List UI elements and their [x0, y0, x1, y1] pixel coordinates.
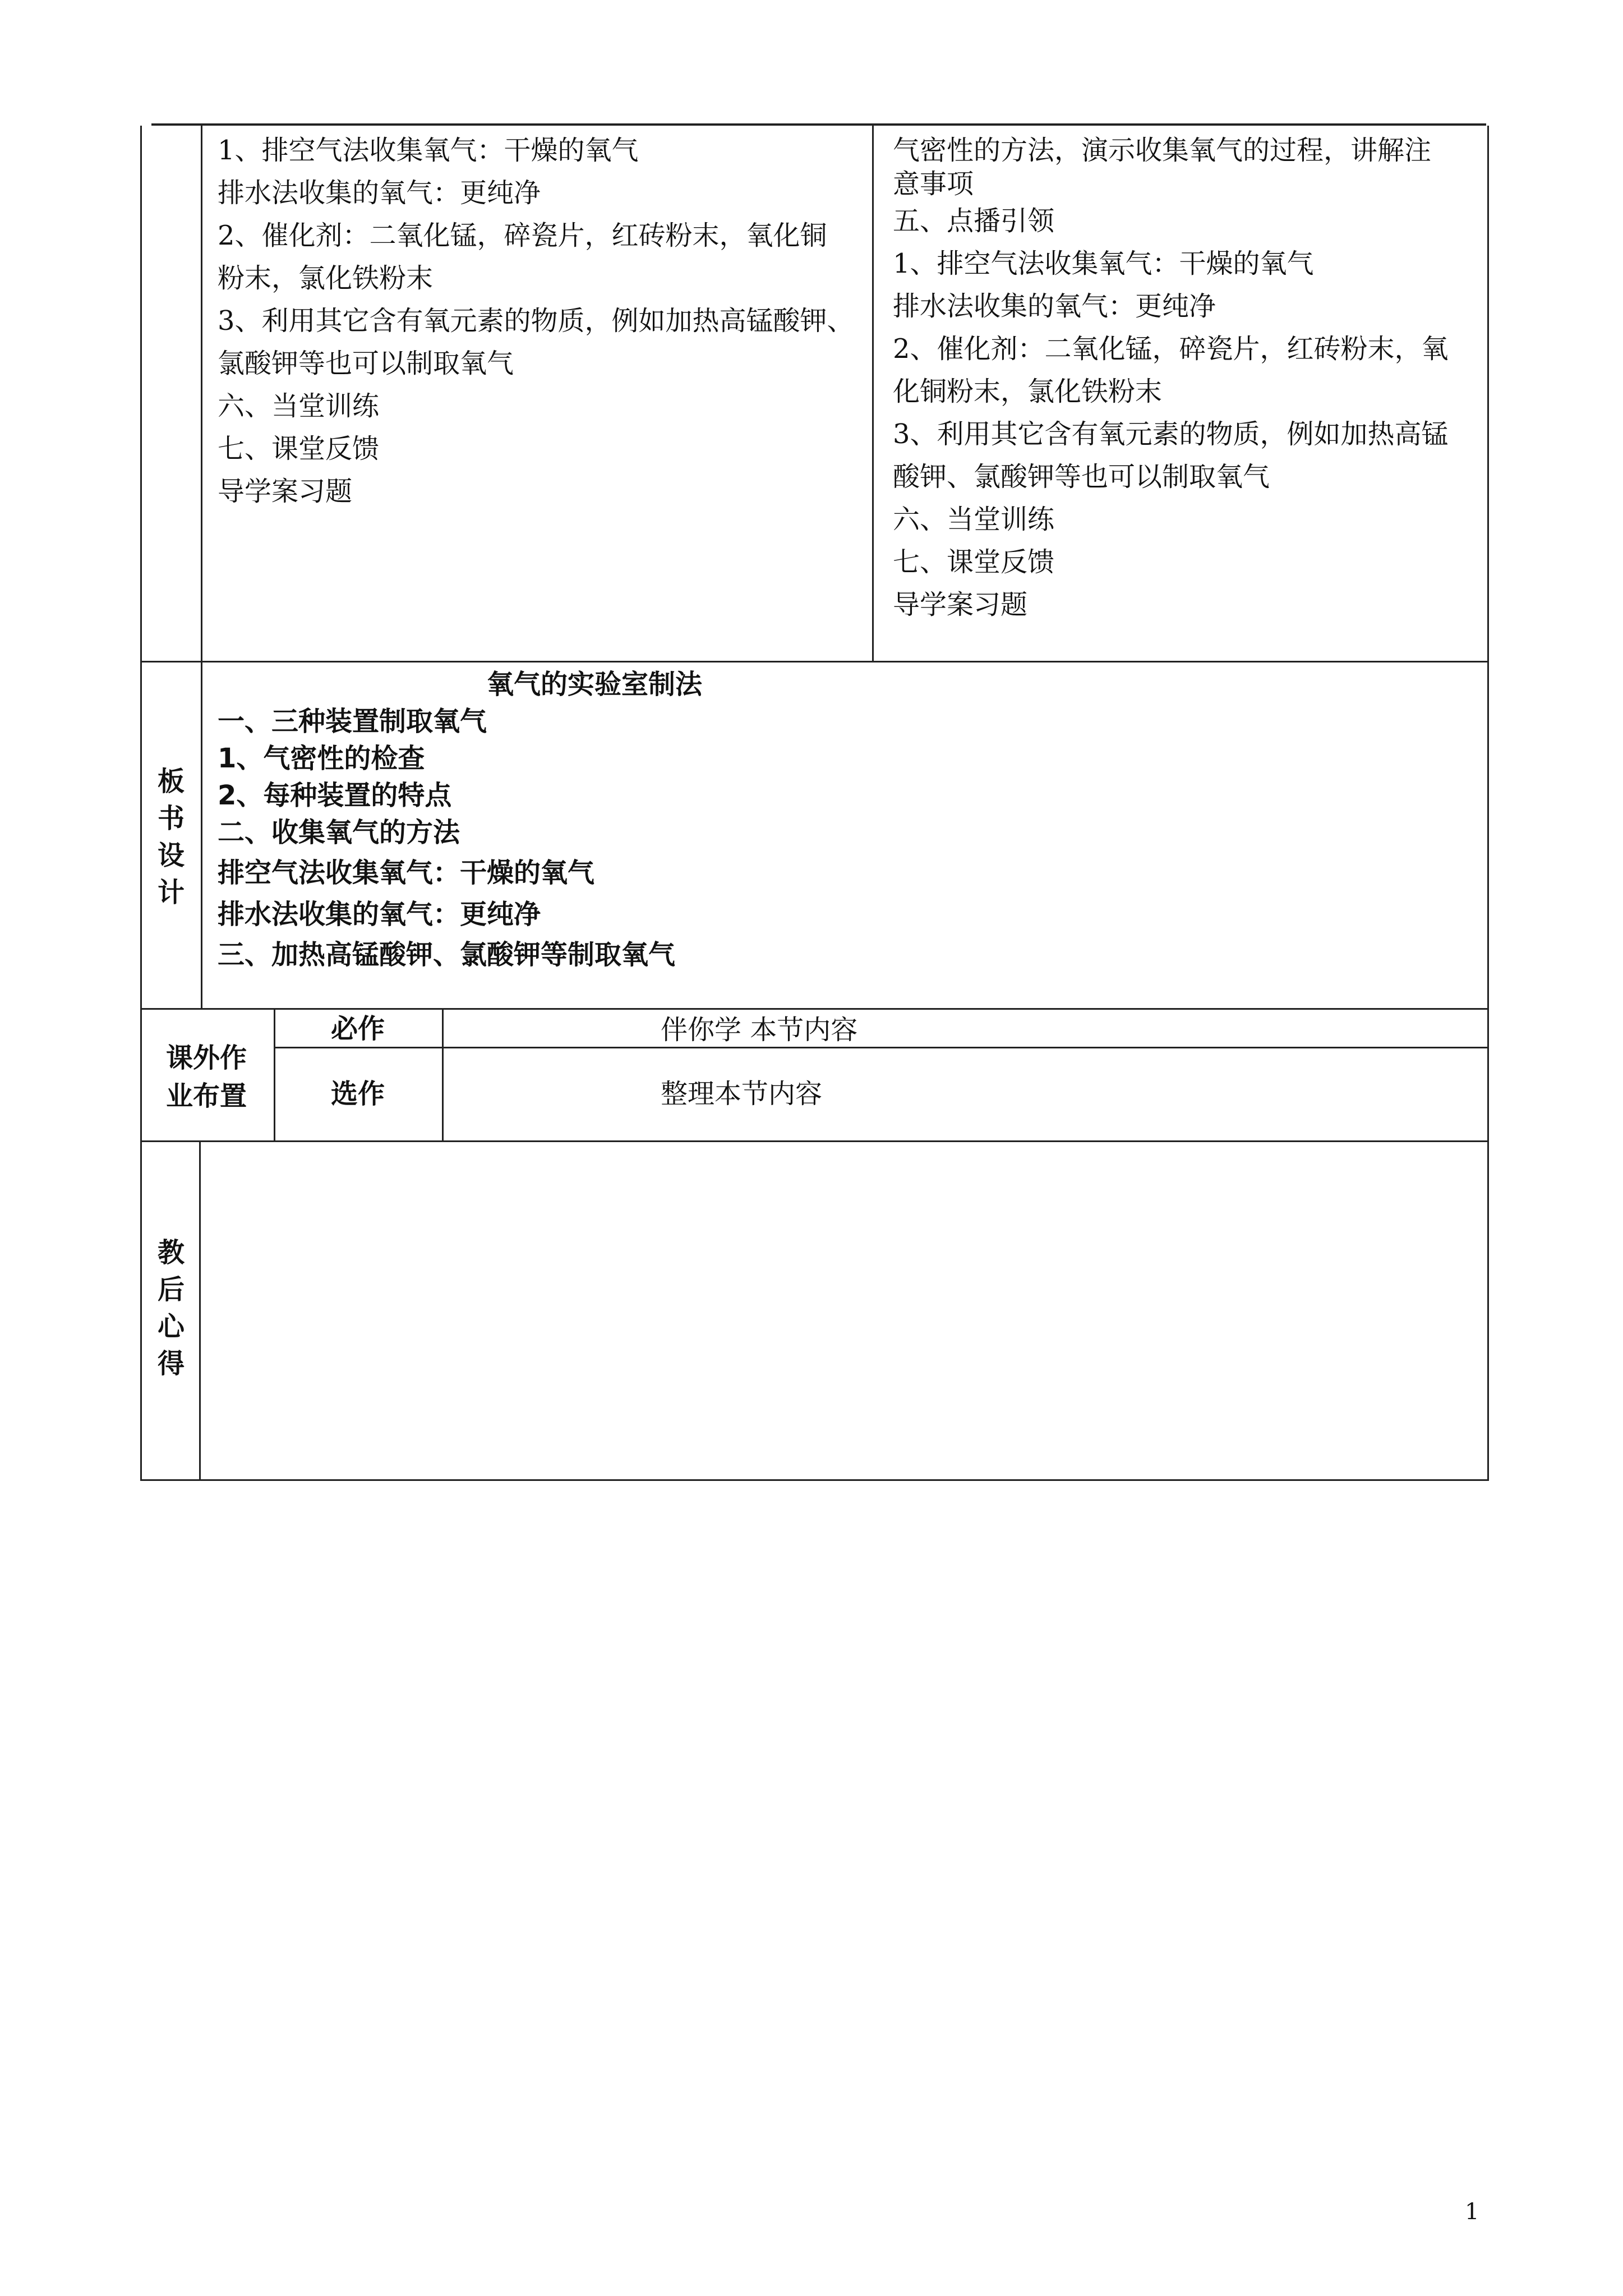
board-label-char: 书 — [157, 803, 185, 834]
page-number: 1 — [1465, 2199, 1479, 2225]
board-line: 2、每种装置的特点 — [218, 780, 452, 811]
right-line: 2、催化剂：二氧化锰，碎瓷片，红砖粉末，氧 — [893, 333, 1449, 365]
right-line: 五、点播引领 — [893, 205, 1055, 237]
reflection-label-separator — [199, 1142, 201, 1480]
right-line: 气密性的方法，演示收集氧气的过程，讲解注 — [893, 135, 1432, 166]
right-line: 导学案习题 — [893, 589, 1028, 620]
reflection-label-char: 教 — [157, 1237, 185, 1268]
left-line: 1、排空气法收集氧气：干燥的氧气 — [218, 135, 639, 166]
homework-label-separator — [274, 1010, 275, 1141]
reflection-label-char: 后 — [157, 1274, 185, 1305]
reflection-label-char: 得 — [157, 1348, 185, 1379]
right-line: 1、排空气法收集氧气：干燥的氧气 — [893, 248, 1314, 279]
label-col-separator — [201, 126, 202, 1010]
right-line: 六、当堂训练 — [893, 504, 1055, 535]
right-line: 排水法收集的氧气：更纯净 — [893, 291, 1216, 322]
board-label-char: 计 — [157, 877, 185, 908]
left-line: 六、当堂训练 — [218, 390, 380, 422]
row1-bottom — [140, 661, 1489, 662]
right-line: 3、利用其它含有氧元素的物质，例如加热高锰 — [893, 418, 1449, 450]
required-content: 伴你学 本节内容 — [661, 1014, 858, 1046]
left-line: 3、利用其它含有氧元素的物质，例如加热高锰酸钾、 — [218, 305, 854, 337]
right-line: 酸钾、氯酸钾等也可以制取氧气 — [893, 461, 1270, 493]
row3-bottom — [140, 1140, 1489, 1142]
left-line: 排水法收集的氧气：更纯净 — [218, 177, 541, 209]
right-line: 意事项 — [893, 168, 974, 200]
homework-type-separator — [442, 1010, 444, 1141]
optional-label: 选作 — [331, 1078, 385, 1110]
top-rule — [151, 123, 1486, 126]
row1-mid-separator — [872, 126, 874, 662]
table-right-border — [1487, 126, 1489, 1481]
left-line: 七、课堂反馈 — [218, 433, 380, 464]
board-label-char: 板 — [157, 766, 185, 797]
board-line: 三、加热高锰酸钾、氯酸钾等制取氧气 — [218, 939, 676, 970]
table-bottom-border — [140, 1479, 1489, 1481]
homework-label: 业布置 — [166, 1080, 247, 1112]
left-line: 氯酸钾等也可以制取氧气 — [218, 348, 514, 379]
board-label-char: 设 — [157, 840, 185, 871]
board-title: 氧气的实验室制法 — [487, 669, 703, 700]
board-line: 1、气密性的检查 — [218, 743, 425, 774]
table-left-border — [140, 126, 142, 1481]
right-line: 七、课堂反馈 — [893, 546, 1055, 578]
required-label: 必作 — [331, 1013, 385, 1045]
board-line: 排空气法收集氧气：干燥的氧气 — [218, 857, 595, 889]
optional-content: 整理本节内容 — [661, 1078, 823, 1110]
board-line: 排水法收集的氧气：更纯净 — [218, 899, 541, 930]
left-line: 导学案习题 — [218, 476, 353, 507]
reflection-label — [143, 1234, 199, 1382]
board-line: 一、三种装置制取氧气 — [218, 706, 487, 737]
left-line: 粉末，氯化铁粉末 — [218, 263, 434, 294]
left-line: 2、催化剂：二氧化锰，碎瓷片，红砖粉末，氧化铜 — [218, 220, 827, 251]
reflection-label-char: 心 — [157, 1311, 185, 1342]
board-design-label — [143, 763, 199, 911]
homework-label: 课外作 — [166, 1042, 247, 1074]
right-line: 化铜粉末，氯化铁粉末 — [893, 376, 1163, 407]
board-line: 二、收集氧气的方法 — [218, 817, 460, 848]
homework-mid-line — [275, 1047, 1489, 1048]
